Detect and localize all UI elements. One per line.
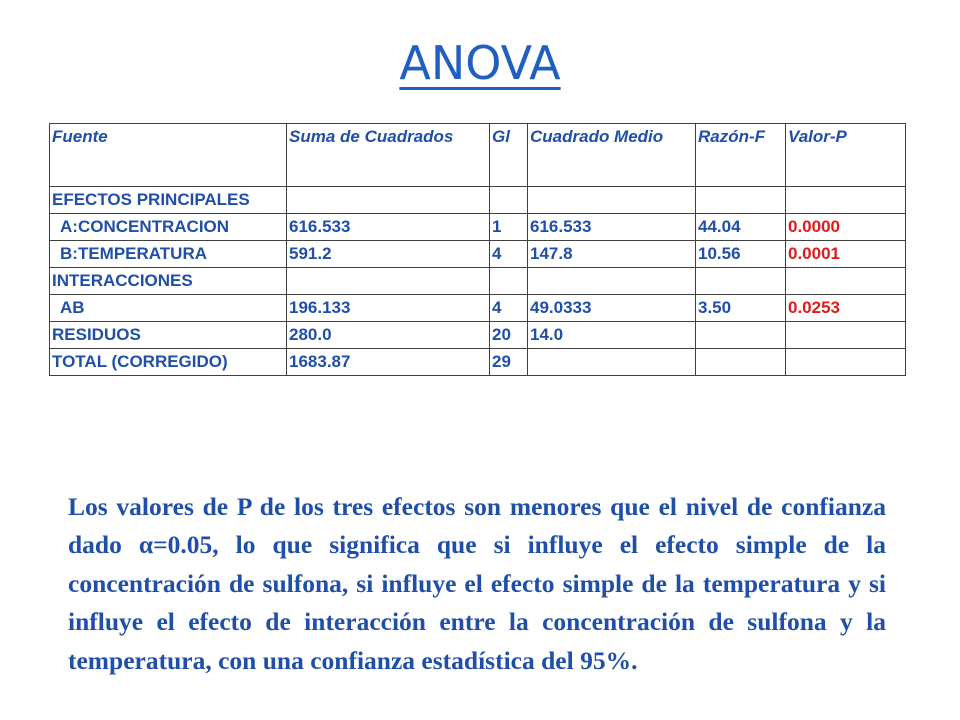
table-cell-empty: [528, 349, 696, 376]
table-row-b: [50, 241, 906, 268]
cell-fuente-a: A:CONCENTRACION: [50, 214, 287, 241]
cell-f-ab: 3.50: [696, 295, 786, 322]
table-cell-empty: [528, 187, 696, 214]
table-cell-empty: [696, 322, 786, 349]
cell-gl-residuos: 20: [490, 322, 528, 349]
table-cell-empty: [490, 268, 528, 295]
slide-title: [0, 38, 960, 89]
table-cell-empty: [786, 187, 906, 214]
table-row-total: [50, 349, 906, 376]
slide-title-text: ANOVA: [399, 36, 561, 90]
cell-cm-b: 147.8: [528, 241, 696, 268]
cell-gl-a: 1: [490, 214, 528, 241]
table-cell-empty: [528, 268, 696, 295]
cell-suma-residuos: 280.0: [287, 322, 490, 349]
cell-fuente-b: B:TEMPERATURA: [50, 241, 287, 268]
cell-suma-a: 616.533: [287, 214, 490, 241]
cell-f-a: 44.04: [696, 214, 786, 241]
cell-f-b: 10.56: [696, 241, 786, 268]
cell-p-a: 0.0000: [786, 214, 906, 241]
cell-cm-ab: 49.0333: [528, 295, 696, 322]
header-gl: Gl: [490, 124, 528, 187]
header-razon-f: Razón-F: [696, 124, 786, 187]
cell-suma-ab: 196.133: [287, 295, 490, 322]
anova-table: [49, 123, 906, 376]
table-row-a: [50, 214, 906, 241]
cell-gl-ab: 4: [490, 295, 528, 322]
table-row-interacciones: [50, 268, 906, 295]
cell-gl-total: 29: [490, 349, 528, 376]
table-cell-empty: [696, 187, 786, 214]
cell-p-ab: 0.0253: [786, 295, 906, 322]
cell-fuente-ab: AB: [50, 295, 287, 322]
cell-suma-total: 1683.87: [287, 349, 490, 376]
table-row-residuos: [50, 322, 906, 349]
cell-suma-b: 591.2: [287, 241, 490, 268]
header-valor-p: Valor-P: [786, 124, 906, 187]
cell-cm-a: 616.533: [528, 214, 696, 241]
table-cell-empty: [490, 187, 528, 214]
conclusion-paragraph: Los valores de P de los tres efectos son menores que el nivel de confianza dado α=0.05, lo que significa que si influye el efecto simple de la concentración de sulfona, si influye el efecto simple de la temperatura y si influye el efecto de interacción entre la concentración de sulfona y la temperatura, con una confianza estadística del 95%.: [68, 491, 886, 675]
section-label-efectos-principales: EFECTOS PRINCIPALES: [50, 187, 287, 214]
cell-fuente-residuos: RESIDUOS: [50, 322, 287, 349]
table-cell-empty: [287, 268, 490, 295]
table-cell-empty: [786, 322, 906, 349]
cell-p-b: 0.0001: [786, 241, 906, 268]
table-cell-empty: [287, 187, 490, 214]
section-label-interacciones: INTERACCIONES: [50, 268, 287, 295]
cell-fuente-total: TOTAL (CORREGIDO): [50, 349, 287, 376]
header-cuadrado-medio: Cuadrado Medio: [528, 124, 696, 187]
header-suma-cuadrados: Suma de Cuadrados: [287, 124, 490, 187]
table-cell-empty: [786, 349, 906, 376]
table-row-efectos-principales: [50, 187, 906, 214]
table-header-row: [50, 124, 906, 187]
table-row-ab: [50, 295, 906, 322]
cell-cm-residuos: 14.0: [528, 322, 696, 349]
cell-gl-b: 4: [490, 241, 528, 268]
table-cell-empty: [696, 349, 786, 376]
table-cell-empty: [786, 268, 906, 295]
table-cell-empty: [696, 268, 786, 295]
header-fuente: Fuente: [50, 124, 287, 187]
